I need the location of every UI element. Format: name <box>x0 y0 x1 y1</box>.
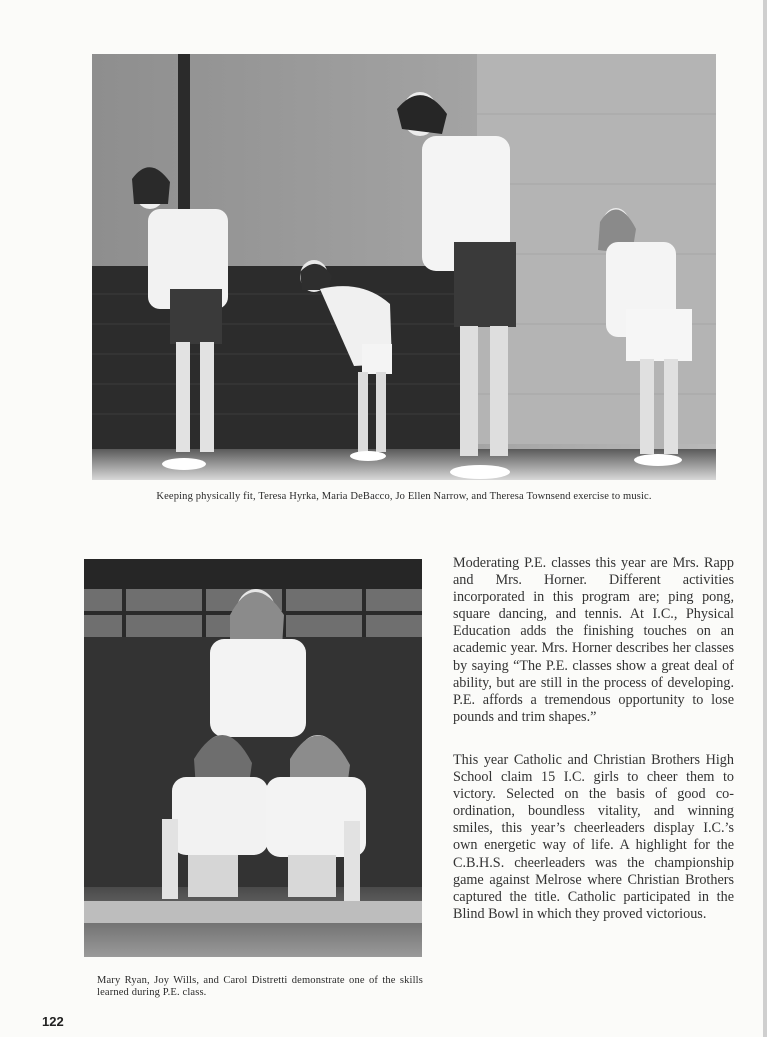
photo-pyramid <box>84 559 422 957</box>
photo-exercise-image <box>92 54 716 480</box>
photo-exercise-to-music <box>92 54 716 480</box>
page-number: 122 <box>42 1014 64 1029</box>
page-edge-shadow <box>763 0 767 1037</box>
article-paragraph: This year Catholic and Christian Brothers High School claim 15 I.C. girls to cheer them to victory. Selected on the basis of good co-ordination, boundless vitality, and winning smiles, this year’s cheerleaders display I.C.’s own energetic way of life. A highlight for the C.B.H.S. cheerleaders was the championship game against Melrose where Christian Brothers captured the title. Catholic participated in the Blind Bowl in which they proved victorious. <box>453 752 734 922</box>
caption-pyramid-photo: Mary Ryan, Joy Wills, and Carol Distretti demonstrate one of the skills learned during P.E. class. <box>97 975 423 998</box>
article-paragraph: Moderating P.E. classes this year are Mrs. Rapp and Mrs. Horner. Different activities incorporated in this program are; ping pong, square dancing, and tennis. At I.C., Physical Education adds the finishing touches on an academic year. Mrs. Horner describes her classes by saying “The P.E. classes show a great deal of ability, but are still in the process of developing. P.E. affords a tremendous opportunity to lose pounds and trim shapes.” <box>453 555 734 725</box>
photo-pyramid-image <box>84 559 422 957</box>
caption-exercise-photo: Keeping physically fit, Teresa Hyrka, Maria DeBacco, Jo Ellen Narrow, and Theresa Townsend exercise to music. <box>156 491 652 502</box>
